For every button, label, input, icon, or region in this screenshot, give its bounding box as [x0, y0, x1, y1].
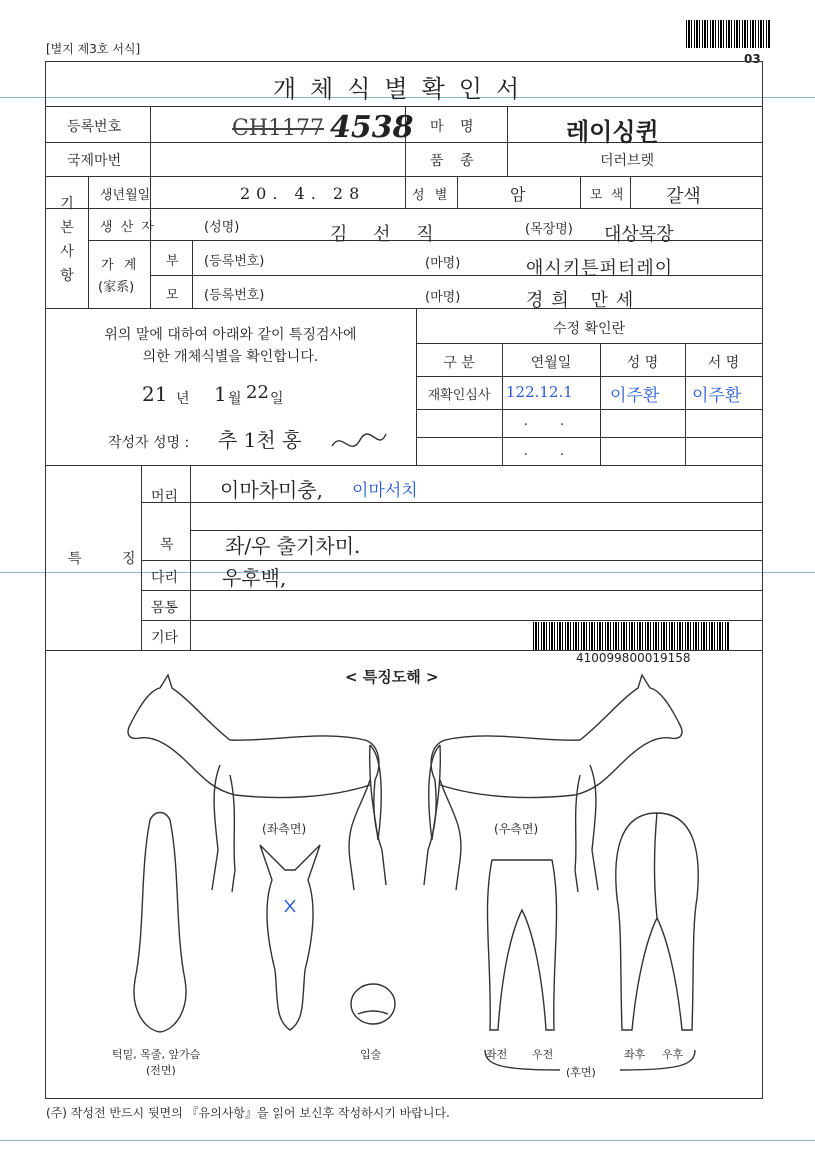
scan-line [0, 1140, 815, 1141]
legs-value: 우후백, [222, 566, 287, 590]
left-hind-caption: 좌후 [624, 1048, 646, 1061]
rear-view-caption: (후면) [566, 1066, 596, 1079]
row3-date: . . [523, 444, 579, 459]
row1-date: 122.12.1 [506, 383, 573, 401]
id-barcode [533, 622, 729, 650]
birth-label: 생년월일 [100, 188, 151, 203]
horse-name-label: 마 명 [430, 119, 480, 135]
confirm-day: 22 [246, 382, 269, 403]
horse-front-legs-drawing [482, 850, 562, 1040]
reg-no-strikeout: CH1177 [232, 116, 325, 141]
col-date: 연월일 [530, 355, 572, 371]
right-side-caption: (우측면) [494, 822, 539, 836]
col-type: 구 분 [443, 355, 475, 371]
barcode-number: 410099800019158 [576, 651, 691, 665]
farm-label: (목장명) [525, 222, 573, 237]
confirm-month: 1 [214, 382, 227, 406]
head-value: 이마차미충, [220, 478, 323, 502]
horse-name-value: 레이싱퀸 [566, 117, 659, 146]
top-barcode [686, 20, 770, 48]
left-side-caption: (좌측면) [262, 822, 307, 836]
head-label: 머리 [151, 489, 179, 505]
producer-value: 김 선 직 [330, 224, 444, 245]
reg-no-label: 등록번호 [67, 119, 122, 135]
sex-value: 암 [510, 185, 526, 204]
front-caption: 턱밑, 목줄, 앞가슴 [112, 1048, 201, 1061]
muzzle-drawing [348, 980, 398, 1030]
legs-label: 다리 [151, 570, 179, 586]
body-label: 몸통 [151, 600, 179, 616]
row1-type: 재확인심사 [427, 388, 491, 403]
sex-label: 성 별 [412, 188, 451, 203]
rear-view-bracket [480, 1040, 700, 1080]
breed-label: 품 종 [430, 153, 480, 169]
color-label: 모 색 [590, 188, 626, 203]
dam-name-label: (마명) [425, 290, 461, 305]
page-code: 03 [744, 52, 761, 66]
row2-date: . . [523, 414, 579, 429]
color-value: 갈색 [666, 186, 701, 207]
month-label: 월 [228, 391, 242, 407]
year-label: 년 [176, 391, 190, 407]
dam-regno-label: (등록번호) [204, 288, 265, 303]
dam-label: 모 [166, 288, 179, 303]
neck-value: 좌/우 출기차미. [225, 534, 361, 558]
horse-front-neck-drawing [120, 810, 200, 1040]
basic-section-label: 기본사항 [60, 196, 74, 284]
writer-signature [330, 428, 390, 458]
sire-label: 부 [166, 254, 179, 269]
correction-title: 수정 확인란 [552, 321, 626, 337]
horse-head-front-drawing [250, 840, 330, 1040]
head-value-blue: 이마서치 [352, 481, 418, 501]
front-view-caption: (전면) [146, 1064, 176, 1077]
document-title: 개체식별확인서 [272, 75, 534, 103]
neck-label: 목 [160, 537, 174, 553]
sire-name-label: (마명) [425, 256, 461, 271]
features-section-label: 특 징 [68, 551, 154, 567]
confirm-year: 21 [142, 382, 168, 406]
right-fore-caption: 우전 [532, 1048, 554, 1061]
statement-line1: 위의 말에 대하여 아래와 같이 특징검사에 [104, 327, 357, 343]
producer-label: 생 산 자 [100, 220, 156, 235]
writer-label: 작성자 성명 : [108, 435, 190, 451]
farm-value: 대상목장 [604, 224, 674, 245]
muzzle-caption: 입술 [360, 1048, 382, 1061]
row1-sign: 이주환 [692, 386, 742, 406]
col-name: 성 명 [626, 355, 659, 371]
col-sign: 서 명 [707, 355, 740, 371]
dam-value: 경희 만세 [526, 290, 642, 311]
form-number: [별지 제3호 서식] [46, 42, 141, 56]
reg-no-value: 4538 [330, 110, 414, 145]
pedigree-hanja: (家系) [98, 280, 135, 295]
day-label: 일 [270, 391, 284, 407]
writer-value: 추 1천 홍 [218, 428, 302, 452]
diagram-title: < 특징도해 > [345, 668, 439, 686]
birth-value: 20. 4. 28 [240, 184, 366, 203]
sire-value: 애시키튼퍼터레이 [526, 258, 674, 279]
producer-name-label: (성명) [204, 220, 240, 235]
etc-label: 기타 [151, 630, 179, 646]
footer-note: (주) 작성전 반드시 뒷면의 『유의사항』을 읽어 보신후 작성하시기 바랍니다. [46, 1106, 450, 1120]
row1-name: 이주환 [610, 386, 660, 406]
breed-value: 더러브렛 [600, 153, 655, 169]
horse-rear-drawing [612, 808, 702, 1038]
pedigree-label: 가 계 [101, 258, 140, 273]
sire-regno-label: (등록번호) [204, 254, 265, 269]
left-fore-caption: 좌전 [486, 1048, 508, 1061]
intl-no-label: 국제마번 [67, 153, 122, 169]
right-hind-caption: 우후 [662, 1048, 684, 1061]
statement-line2: 의한 개체식별을 확인합니다. [142, 349, 319, 365]
